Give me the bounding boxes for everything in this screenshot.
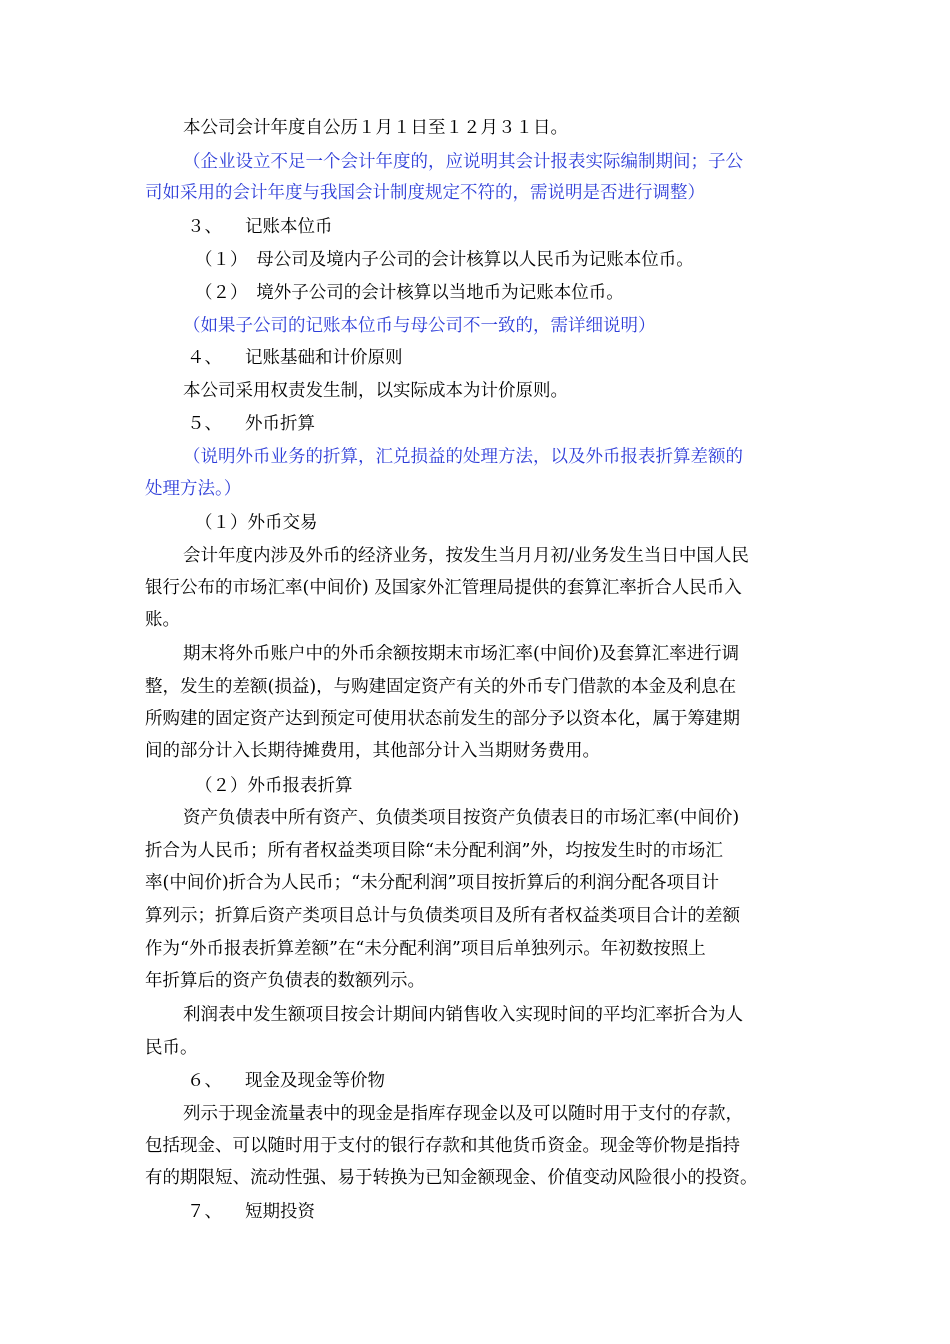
paragraph-fx-1-line2: 银行公布的市场汇率(中间价) 及国家外汇管理局提供的套算汇率折合人民币入: [145, 578, 742, 598]
note-fx-2: 处理方法。）: [145, 479, 242, 499]
paragraph-fx-2-line2: 整，发生的差额(损益)，与购建固定资产有关的外币专门借款的本金及利息在: [145, 677, 737, 697]
heading-number: ４、: [187, 348, 222, 368]
heading-title: 现金及现金等价物: [245, 1071, 385, 1091]
paragraph-fx-4-line1: 利润表中发生额项目按会计期间内销售收入实现时间的平均汇率折合为人: [183, 1005, 743, 1025]
paragraph-fx-2-line4: 间的部分计入长期待摊费用，其他部分计入当期财务费用。: [145, 741, 600, 761]
paragraph-fx-2-line1: 期末将外币账户中的外币余额按期末市场汇率(中间价)及套算汇率进行调: [183, 644, 740, 664]
paragraph-fx-3-line6: 年折算后的资产负债表的数额列示。: [145, 971, 425, 991]
paragraph-cash-line2: 包括现金、可以随时用于支付的银行存款和其他货币资金。现金等价物是指持: [145, 1136, 740, 1156]
subheading-fx-transactions: （１）外币交易: [195, 513, 318, 533]
paragraph-fx-4-line2: 民币。: [145, 1038, 198, 1058]
note-fx-1: （说明外币业务的折算，汇兑损益的处理方法，以及外币报表折算差额的: [183, 447, 743, 467]
heading-number: ６、: [187, 1071, 222, 1091]
paragraph-fx-3-line1: 资产负债表中所有资产、负债类项目按资产负债表日的市场汇率(中间价): [183, 808, 740, 828]
paragraph-fx-2-line3: 所购建的固定资产达到预定可使用状态前发生的部分予以资本化，属于筹建期: [145, 709, 740, 729]
heading-title: 记账本位币: [245, 217, 333, 237]
paragraph-fx-1-line3: 账。: [145, 610, 180, 630]
heading-number: ３、: [187, 217, 222, 237]
note-fiscal-year-1: （企业设立不足一个会计年度的，应说明其会计报表实际编制期间；子公: [183, 152, 743, 172]
heading-title: 记账基础和计价原则: [245, 348, 403, 368]
item-currency-2: （２） 境外子公司的会计核算以当地币为记账本位币。: [195, 283, 624, 303]
paragraph-accounting-basis: 本公司采用权责发生制，以实际成本为计价原则。: [183, 381, 568, 401]
paragraph-cash-line3: 有的期限短、流动性强、易于转换为已知金额现金、价值变动风险很小的投资。: [145, 1168, 758, 1188]
note-currency: （如果子公司的记账本位币与母公司不一致的，需详细说明）: [183, 316, 656, 336]
note-fiscal-year-2: 司如采用的会计年度与我国会计制度规定不符的，需说明是否进行调整）: [145, 183, 705, 203]
heading-title: 短期投资: [245, 1202, 315, 1222]
paragraph-fx-1-line1: 会计年度内涉及外币的经济业务，按发生当月月初/业务发生当日中国人民: [183, 546, 749, 566]
heading-title: 外币折算: [245, 414, 315, 434]
paragraph-fx-3-line2: 折合为人民币；所有者权益类项目除“未分配利润”外，均按发生时的市场汇: [145, 841, 723, 861]
heading-number: ５、: [187, 414, 222, 434]
paragraph-fiscal-year: 本公司会计年度自公历１月１日至１２月３１日。: [183, 118, 568, 138]
heading-number: ７、: [187, 1202, 222, 1222]
paragraph-fx-3-line4: 算列示；折算后资产类项目总计与负债类项目及所有者权益类项目合计的差额: [145, 906, 740, 926]
paragraph-cash-line1: 列示于现金流量表中的现金是指库存现金以及可以随时用于支付的存款，: [183, 1104, 743, 1124]
paragraph-fx-3-line3: 率(中间价)折合为人民币；“未分配利润”项目按折算后的利润分配各项目计: [145, 873, 720, 893]
paragraph-fx-3-line5: 作为“外币报表折算差额”在“未分配利润”项目后单独列示。年初数按照上: [145, 939, 706, 959]
subheading-fx-statements: （２）外币报表折算: [195, 776, 353, 796]
item-currency-1: （１） 母公司及境内子公司的会计核算以人民币为记账本位币。: [195, 250, 694, 270]
